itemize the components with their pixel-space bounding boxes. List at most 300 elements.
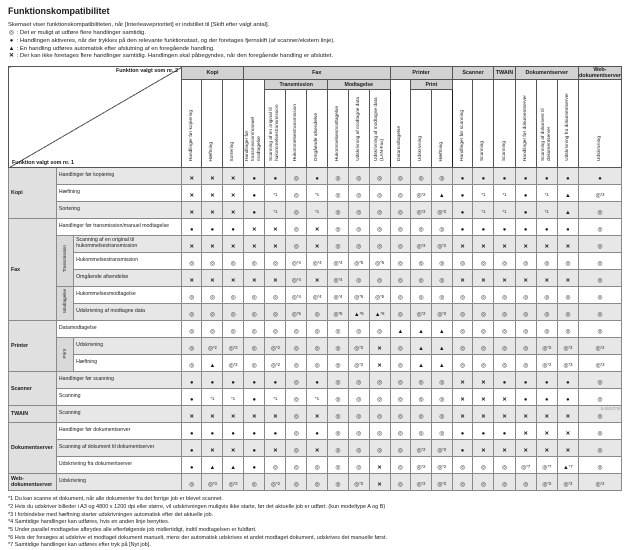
footnote-mark: *2 [275, 345, 280, 351]
matrix-cell [578, 236, 621, 253]
matrix-cell [390, 287, 411, 304]
matrix-cell [494, 372, 515, 389]
matrix-cell [223, 440, 244, 457]
compatibility-symbol: ✕ [565, 244, 571, 251]
matrix-cell [265, 185, 286, 202]
matrix-cell [286, 372, 307, 389]
matrix-cell [452, 287, 473, 304]
matrix-cell [515, 423, 536, 440]
matrix-cell [244, 406, 265, 423]
compatibility-symbol: ◎ [230, 312, 236, 319]
col-header: Scanning af en original til hukommelsestransmission [265, 90, 286, 168]
footnote-mark: *6 [359, 311, 364, 317]
matrix-cell [244, 389, 265, 406]
compatibility-symbol: ◎ [439, 227, 445, 234]
matrix-cell [307, 389, 328, 406]
matrix-cell [265, 219, 286, 236]
compatibility-symbol: ◎ [480, 312, 486, 319]
matrix-cell [369, 372, 390, 389]
matrix-cell [578, 423, 621, 440]
compatibility-symbol: ◎ [354, 295, 360, 302]
matrix-cell [390, 236, 411, 253]
compatibility-symbol: ● [315, 176, 319, 183]
footnote-mark: *7 [526, 464, 531, 470]
matrix-cell [557, 185, 578, 202]
compatibility-symbol: ◎ [335, 210, 341, 217]
matrix-cell [286, 423, 307, 440]
compatibility-symbol: ◎ [377, 414, 383, 421]
matrix-cell [223, 457, 244, 474]
matrix-cell [411, 270, 432, 287]
compatibility-symbol: ◎ [312, 295, 318, 302]
matrix-cell [181, 389, 202, 406]
compatibility-symbol: ◎ [563, 482, 569, 489]
matrix-cell [557, 457, 578, 474]
matrix-cell [244, 185, 265, 202]
compatibility-symbol: ▲ [438, 329, 445, 336]
compatibility-symbol: ● [523, 397, 528, 404]
compatibility-symbol: ✕ [230, 244, 236, 251]
compatibility-symbol: ▲ [438, 363, 445, 370]
compatibility-symbol: ◎ [501, 312, 508, 319]
matrix-cell [473, 423, 494, 440]
compatibility-symbol: ◎ [356, 244, 362, 251]
compatibility-symbol: ✕ [230, 193, 236, 200]
compatibility-symbol: ◎ [397, 312, 403, 319]
col-header: Hæftning [202, 80, 223, 168]
matrix-cell [431, 389, 452, 406]
matrix-cell [452, 440, 473, 457]
matrix-cell [390, 168, 411, 185]
compatibility-symbol: ◎ [270, 482, 276, 489]
compatibility-symbol: ✕ [565, 448, 571, 455]
compatibility-symbol: ✕ [377, 363, 382, 370]
legend-item: ● : Handlingen aktiveres, når der trykkes på den relevante funktionstast, og der foretages fjernskift (af scanner/ekstern linje). [9, 37, 335, 44]
matrix-cell [494, 440, 515, 457]
compatibility-symbol: ◎ [563, 346, 569, 353]
matrix-cell [557, 338, 578, 355]
matrix-cell [578, 304, 621, 321]
compatibility-symbol: ◎ [439, 176, 445, 183]
matrix-cell [494, 457, 515, 474]
matrix-cell [307, 440, 328, 457]
row-group-label: TWAIN [9, 406, 57, 423]
compatibility-symbol: ◎ [209, 329, 215, 336]
compatibility-symbol: ◎ [521, 465, 527, 472]
compatibility-symbol: ◎ [397, 380, 403, 387]
matrix-cell [348, 168, 369, 185]
legend [8, 30, 622, 61]
matrix-cell [223, 372, 244, 389]
compatibility-symbol: ◎ [437, 465, 443, 472]
matrix-cell [348, 219, 369, 236]
compatibility-symbol: ◎ [439, 261, 445, 268]
matrix-cell [265, 406, 286, 423]
compatibility-symbol: ◎ [335, 380, 341, 387]
col-header: Hukommelsesmodtagelse [328, 90, 349, 168]
col-group-label: Web-dokumentserver [578, 67, 621, 80]
matrix-cell [244, 168, 265, 185]
matrix-cell [557, 372, 578, 389]
table-row [9, 440, 622, 457]
compatibility-symbol: ◎ [597, 278, 603, 285]
matrix-cell [307, 168, 328, 185]
compatibility-symbol: ◎ [565, 295, 571, 302]
compatibility-symbol: ◎ [356, 176, 362, 183]
matrix-cell [557, 287, 578, 304]
compatibility-symbol: ✕ [481, 278, 486, 285]
compatibility-symbol: ✕ [481, 380, 486, 387]
compatibility-symbol: ◎ [418, 295, 424, 302]
compatibility-symbol: ✕ [210, 210, 215, 217]
matrix-cell [181, 457, 202, 474]
matrix-cell [223, 338, 244, 355]
matrix-cell [307, 338, 328, 355]
compatibility-symbol: ✕ [523, 448, 528, 455]
compatibility-symbol: ◎ [356, 210, 362, 217]
matrix-cell [328, 236, 349, 253]
compatibility-symbol: ◎ [397, 210, 403, 217]
matrix-cell [181, 202, 202, 219]
col-header: Udskrivning af modtagne data (LAN-Fax) [369, 90, 390, 168]
matrix-cell [265, 287, 286, 304]
compatibility-symbol: ✕ [481, 448, 486, 455]
matrix-cell [369, 338, 390, 355]
matrix-cell [328, 440, 349, 457]
footnote-item: *3 I forbindelse med hæftning starter udskrivningen automatisk efter det aktuelle job. [8, 511, 214, 518]
matrix-cell [328, 202, 349, 219]
matrix-cell [431, 168, 452, 185]
compatibility-symbol: ✕ [481, 414, 486, 421]
matrix-cell [286, 389, 307, 406]
compatibility-symbol: ▲ [418, 346, 424, 353]
compatibility-symbol: ◎ [597, 329, 603, 336]
compatibility-symbol: ● [545, 380, 549, 387]
compatibility-symbol: ◎ [397, 295, 403, 302]
compatibility-symbol: ✕ [230, 278, 236, 285]
matrix-cell [286, 474, 307, 491]
compatibility-symbol: ▲ [438, 346, 445, 353]
compatibility-symbol: ● [460, 176, 465, 183]
compatibility-symbol: ◎ [595, 193, 601, 200]
footnote-mark: *2 [547, 481, 552, 487]
matrix-cell [181, 185, 202, 202]
compatibility-symbol: ◎ [335, 363, 341, 370]
matrix-cell [348, 270, 369, 287]
compatibility-symbol: ● [273, 176, 278, 183]
footnote-mark: *2 [233, 362, 238, 368]
compatibility-symbol: ◎ [314, 363, 320, 370]
compatibility-symbol: ◎ [354, 346, 360, 353]
row-label: Handlinger før kopiering [56, 168, 181, 185]
matrix-cell [202, 253, 223, 270]
matrix-cell [223, 389, 244, 406]
footnote-mark: *4 [296, 260, 301, 266]
compatibility-symbol: ✕ [251, 414, 257, 421]
compatibility-symbol: ◎ [460, 346, 466, 353]
matrix-cell [431, 457, 452, 474]
compatibility-symbol: ✕ [189, 414, 194, 421]
matrix-cell [473, 270, 494, 287]
footnote-mark: *7 [547, 464, 552, 470]
compatibility-symbol: ◎ [314, 465, 320, 472]
compatibility-symbol: ◎ [209, 261, 215, 268]
compatibility-symbol: ● [566, 380, 570, 387]
compatibility-symbol: ◎ [418, 278, 424, 285]
matrix-cell [536, 185, 557, 202]
matrix-cell [328, 321, 349, 338]
matrix-cell [181, 355, 202, 372]
compatibility-symbol: ◎ [418, 176, 424, 183]
matrix-cell [390, 253, 411, 270]
matrix-cell [390, 219, 411, 236]
compatibility-symbol: ✕ [502, 448, 507, 455]
matrix-cell [244, 457, 265, 474]
matrix-cell [515, 185, 536, 202]
matrix-cell [244, 236, 265, 253]
compatibility-symbol: ◎ [397, 261, 403, 268]
footnote-mark: *3 [568, 362, 573, 368]
matrix-cell [431, 440, 452, 457]
footnote-mark: *2 [600, 481, 605, 487]
matrix-cell [452, 423, 473, 440]
compatibility-symbol: ◎ [439, 295, 445, 302]
compatibility-symbol: ◎ [251, 329, 257, 336]
matrix-cell [452, 219, 473, 236]
matrix-cell [452, 355, 473, 372]
matrix-cell [265, 253, 286, 270]
compatibility-symbol: ● [460, 448, 465, 455]
compatibility-symbol: ● [523, 380, 528, 387]
compatibility-symbol: ◎ [460, 295, 466, 302]
matrix-cell [494, 321, 515, 338]
matrix-cell [515, 321, 536, 338]
compatibility-symbol: ▲ [230, 465, 236, 472]
row-label: Udskrivning [56, 474, 181, 491]
compatibility-symbol: ◎ [272, 295, 278, 302]
compatibility-symbol: ▲ [397, 329, 404, 336]
compatibility-symbol: ◎ [523, 329, 529, 336]
compatibility-symbol: ▲ [418, 363, 424, 370]
compatibility-symbol: ▲ [565, 210, 571, 217]
compatibility-symbol: ✕ [460, 397, 465, 404]
matrix-cell [369, 185, 390, 202]
footnote-mark: *5 [359, 260, 364, 266]
compatibility-symbol: ▲ [418, 329, 424, 336]
compatibility-symbol: ◎ [501, 295, 508, 302]
compatibility-symbol: ✕ [523, 431, 528, 438]
footnote-mark: *2 [421, 311, 426, 317]
matrix-cell [307, 270, 328, 287]
compatibility-symbol: ✕ [230, 210, 236, 217]
matrix-cell [369, 406, 390, 423]
compatibility-symbol: ◎ [597, 431, 603, 438]
compatibility-symbol: ▲ [353, 312, 360, 319]
compatibility-symbol: ✕ [565, 414, 571, 421]
compatibility-symbol: ◎ [544, 261, 550, 268]
compatibility-symbol: ◎ [377, 176, 383, 183]
matrix-cell [390, 321, 411, 338]
compatibility-symbol: ◎ [542, 465, 548, 472]
matrix-cell [390, 338, 411, 355]
matrix-cell [286, 202, 307, 219]
matrix-cell [286, 253, 307, 270]
compatibility-symbol: ◎ [597, 227, 603, 234]
matrix-cell [411, 338, 432, 355]
matrix-cell [307, 457, 328, 474]
table-row [9, 321, 622, 338]
col-header: Omgående afsendelse [307, 90, 328, 168]
compatibility-symbol: ◎ [356, 329, 362, 336]
compatibility-symbol: ✕ [251, 278, 257, 285]
matrix-cell [452, 338, 473, 355]
compatibility-symbol: ◎ [397, 193, 403, 200]
footnote-mark: *4 [317, 260, 322, 266]
compatibility-symbol: ◎ [272, 261, 278, 268]
matrix-cell [244, 253, 265, 270]
compatibility-symbol: ◎ [293, 363, 299, 370]
matrix-cell [515, 168, 536, 185]
matrix-cell [369, 423, 390, 440]
matrix-cell [515, 304, 536, 321]
compatibility-symbol: ◎ [375, 261, 381, 268]
compatibility-symbol: ◎ [314, 482, 320, 489]
compatibility-symbol: ◎ [270, 363, 276, 370]
matrix-cell [348, 202, 369, 219]
compatibility-symbol: ◎ [189, 261, 195, 268]
matrix-cell [328, 474, 349, 491]
compatibility-symbol: ◎ [597, 210, 603, 217]
compatibility-symbol: ◎ [377, 278, 383, 285]
compatibility-symbol: ◎ [501, 465, 508, 472]
footnote-mark: *1 [544, 209, 549, 215]
matrix-cell [578, 185, 621, 202]
footnote-mark: *2 [442, 481, 447, 487]
compatibility-symbol: ◎ [335, 414, 341, 421]
compatibility-symbol: ◎ [480, 329, 486, 336]
col-group-label: Dokumentserver [515, 67, 578, 80]
matrix-cell [223, 287, 244, 304]
compatibility-symbol: ✕ [210, 244, 215, 251]
matrix-cell [286, 355, 307, 372]
compatibility-symbol: ◎ [418, 227, 424, 234]
compatibility-symbol: ✕ [210, 278, 215, 285]
row-label: Scanning [56, 389, 181, 406]
col-header: Scanning [473, 80, 494, 168]
compatibility-symbol: ● [502, 176, 507, 183]
matrix-cell [369, 219, 390, 236]
compatibility-symbol: ✕ [502, 414, 507, 421]
compatibility-symbol: ◎ [397, 346, 403, 353]
compatibility-symbol: ◎ [251, 261, 257, 268]
matrix-cell [265, 321, 286, 338]
matrix-cell [578, 253, 621, 270]
matrix-cell [202, 474, 223, 491]
compatibility-symbol: ◎ [565, 261, 571, 268]
compatibility-symbol: ◎ [230, 329, 236, 336]
row-subgroup-label: Transmission [56, 236, 73, 287]
matrix-cell [307, 321, 328, 338]
matrix-cell [244, 321, 265, 338]
matrix-cell [515, 355, 536, 372]
compatibility-symbol: ◎ [228, 346, 234, 353]
table-row [9, 236, 622, 253]
matrix-cell [348, 389, 369, 406]
matrix-cell [265, 338, 286, 355]
compatibility-symbol: ◎ [597, 380, 603, 387]
matrix-cell [390, 474, 411, 491]
matrix-cell [390, 372, 411, 389]
footnote-mark: *1 [502, 209, 507, 215]
matrix-cell [369, 440, 390, 457]
compatibility-symbol: ◎ [293, 227, 299, 234]
compatibility-symbol: ◎ [377, 210, 383, 217]
matrix-cell [223, 406, 244, 423]
compatibility-symbol: ◎ [597, 244, 603, 251]
matrix-cell [578, 321, 621, 338]
compatibility-symbol: ◎ [251, 482, 257, 489]
matrix-cell [536, 372, 557, 389]
compatibility-symbol: ◎ [312, 261, 318, 268]
compatibility-symbol: ● [189, 465, 194, 472]
matrix-cell [223, 168, 244, 185]
row-group-label: Printer [9, 321, 57, 372]
compatibility-symbol: ● [481, 227, 486, 234]
compatibility-symbol: ◎ [416, 193, 422, 200]
matrix-cell [536, 474, 557, 491]
footnote-mark: *2 [442, 311, 447, 317]
matrix-cell [265, 355, 286, 372]
compatibility-symbol: ✕ [565, 278, 571, 285]
matrix-cell [244, 219, 265, 236]
compatibility-symbol: ◎ [207, 482, 213, 489]
compatibility-symbol: ◎ [439, 414, 445, 421]
matrix-cell [536, 287, 557, 304]
footnote-mark: *4 [296, 294, 301, 300]
matrix-cell [202, 236, 223, 253]
matrix-cell [223, 270, 244, 287]
compatibility-symbol: ◎ [333, 295, 339, 302]
compatibility-symbol: ✕ [481, 397, 486, 404]
matrix-cell [452, 185, 473, 202]
compatibility-symbol: ◎ [228, 482, 234, 489]
matrix-cell [494, 423, 515, 440]
col-group-label: Scanner [452, 67, 494, 80]
matrix-cell [181, 440, 202, 457]
compatibility-symbol: ● [189, 380, 194, 387]
matrix-cell [244, 287, 265, 304]
compatibility-symbol: ◎ [207, 346, 213, 353]
matrix-cell [431, 287, 452, 304]
compatibility-symbol: ✕ [230, 414, 236, 421]
matrix-cell [473, 372, 494, 389]
footnote-mark: *4 [296, 277, 301, 283]
matrix-cell [328, 457, 349, 474]
matrix-cell [494, 304, 515, 321]
matrix-cell [202, 423, 223, 440]
matrix-cell [369, 321, 390, 338]
matrix-cell [348, 406, 369, 423]
matrix-cell [390, 355, 411, 372]
matrix-cell [515, 338, 536, 355]
compatibility-symbol: ● [598, 176, 602, 183]
matrix-cell [390, 202, 411, 219]
matrix-cell [181, 304, 202, 321]
compatibility-symbol: ◎ [293, 329, 299, 336]
matrix-cell [578, 287, 621, 304]
corner-label-nr2: Funktion valgt som nr. 2 [115, 68, 178, 75]
matrix-cell [307, 372, 328, 389]
